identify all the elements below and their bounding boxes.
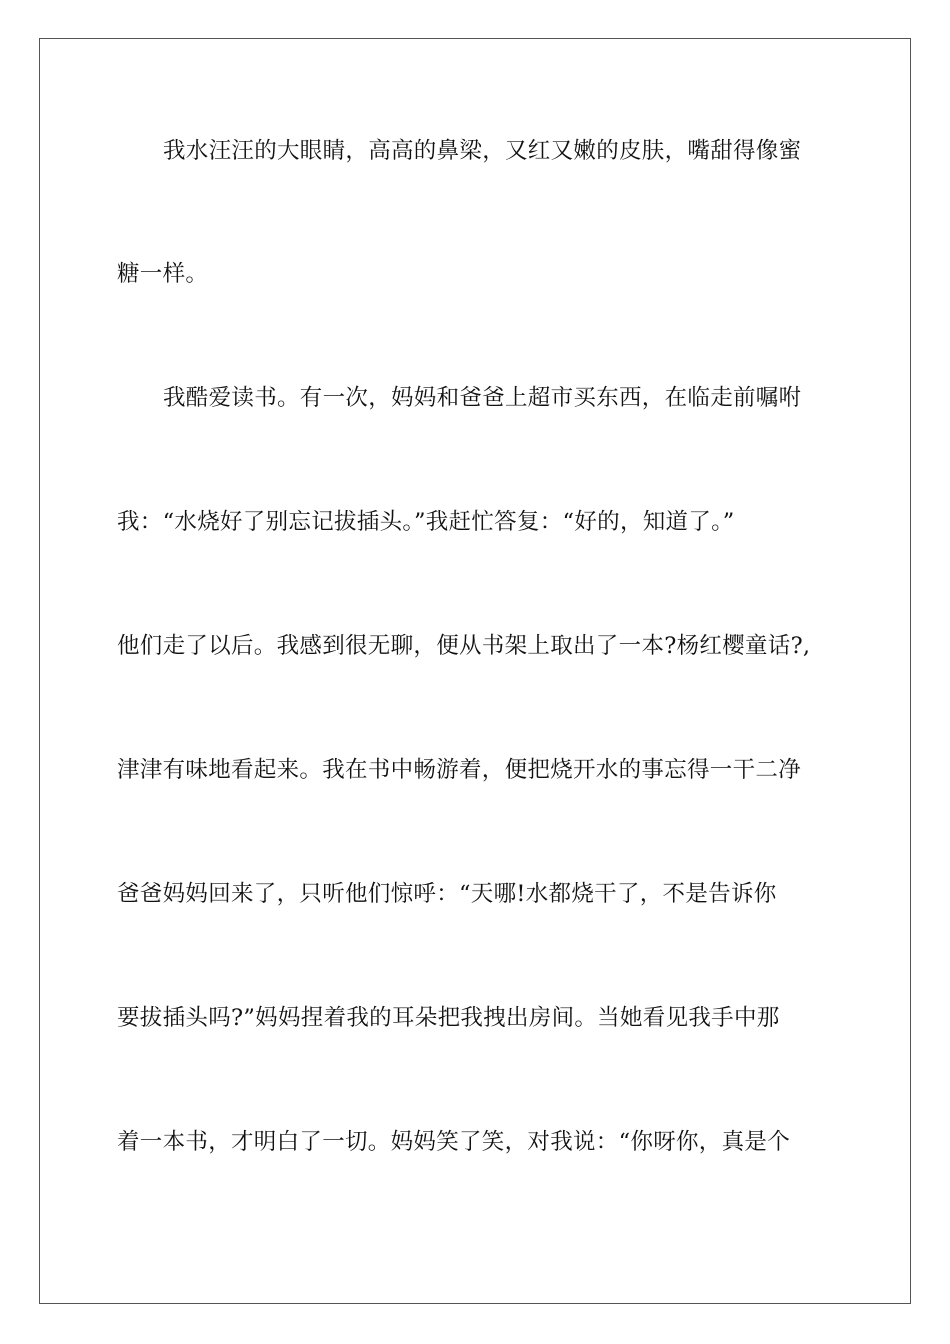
text-line: 我酷爱读书。有一次，妈妈和爸爸上超市买东西，在临走前嘱咐 xyxy=(163,385,802,411)
text-line: 爸爸妈妈回来了，只听他们惊呼：“天哪!水都烧干了，不是告诉你 xyxy=(117,881,777,907)
text-line: 着一本书，才明白了一切。妈妈笑了笑，对我说：“你呀你，真是个 xyxy=(117,1129,791,1155)
page-border xyxy=(39,38,911,1304)
text-line: 我水汪汪的大眼睛，高高的鼻梁，又红又嫩的皮肤，嘴甜得像蜜 xyxy=(163,138,802,164)
text-line: 糖一样。 xyxy=(117,261,209,287)
text-line: 要拔插头吗?”妈妈捏着我的耳朵把我拽出房间。当她看见我手中那 xyxy=(117,1005,780,1031)
text-line: 我：“水烧好了别忘记拔插头。”我赶忙答复：“好的，知道了。” xyxy=(117,509,735,535)
text-line: 他们走了以后。我感到很无聊，便从书架上取出了一本?杨红樱童话?, xyxy=(117,633,811,659)
text-line: 津津有味地看起来。我在书中畅游着，便把烧开水的事忘得一干二净 xyxy=(117,757,802,783)
